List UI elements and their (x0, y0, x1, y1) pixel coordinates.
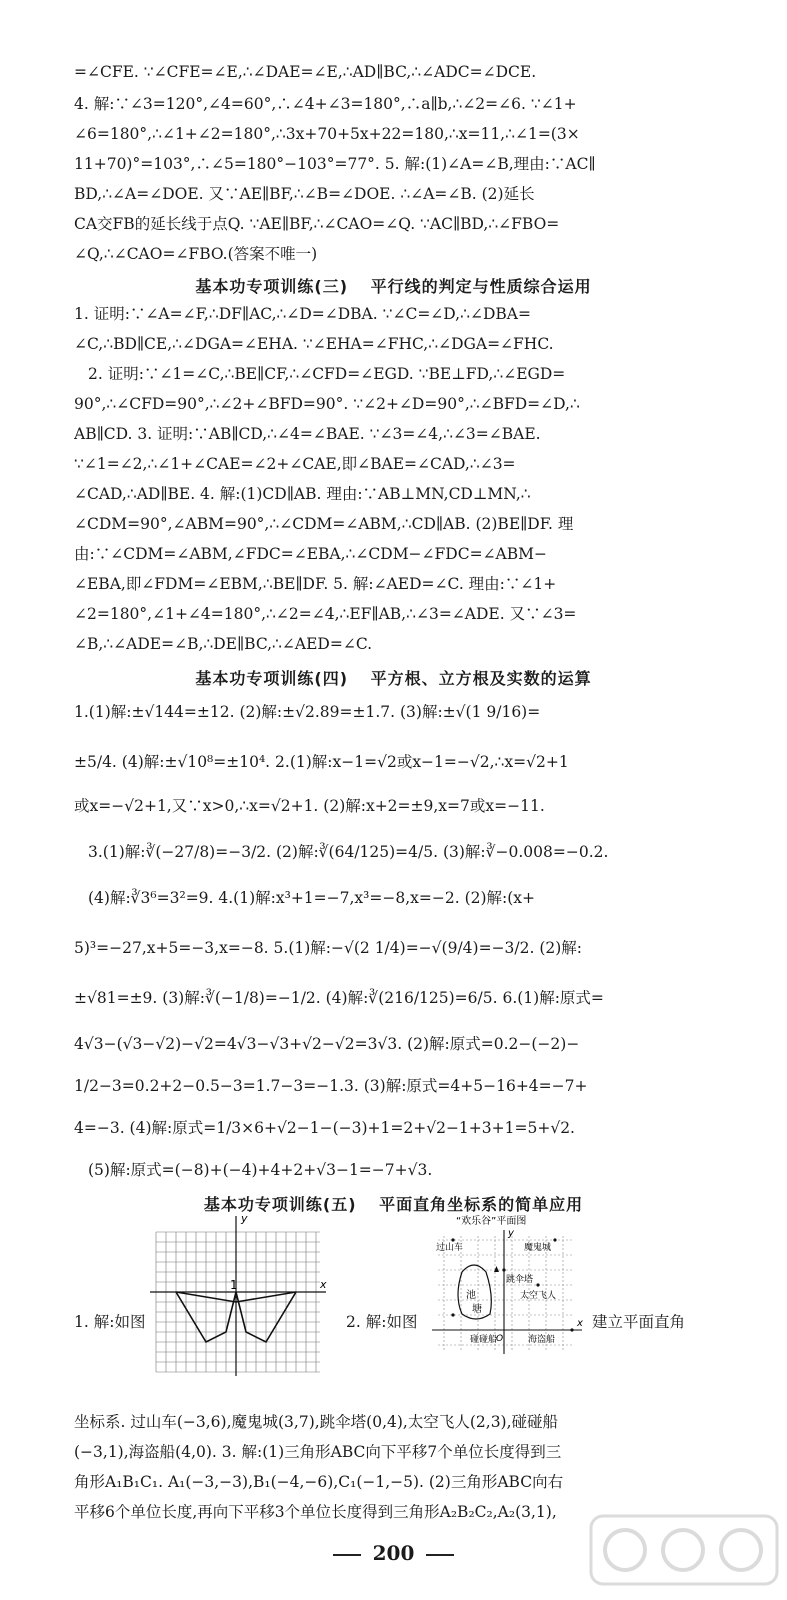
text-line: 角形A₁B₁C₁. A₁(−3,−3),B₁(−4,−6),C₁(−1,−5). (2)三角形ABC向右 (74, 1473, 564, 1491)
text-line: ∠2=180°,∠1+∠4=180°,∴∠2=∠4,∴EF∥AB,∴∠3=∠ADE. 又∵∠3= (74, 605, 577, 623)
q2-place-label: 海盗船 (528, 1335, 556, 1345)
text-line: 11+70)°=103°,∴∠5=180°−103°=77°. 5. 解:(1)∠A=∠B,理由:∵AC∥ (74, 155, 596, 173)
section-5-heading (0, 1192, 787, 1215)
q2-place-label: 池 (466, 1290, 476, 1301)
text-line: BD,∴∠A=∠DOE. 又∵AE∥BF,∴∠B=∠DOE. ∴∠A=∠B. (2)延长 (74, 185, 535, 203)
q2-axis-y-label: y (508, 1228, 514, 1239)
section-3-heading (0, 274, 787, 297)
q2-point (451, 1313, 454, 1316)
section-5-title-left: 基本功专项训练(五) (203, 1195, 357, 1214)
q2-map-title: “欢乐谷”平面图 (456, 1216, 527, 1227)
text-line: AB∥CD. 3. 证明:∵AB∥CD,∴∠4=∠BAE. ∵∠3=∠4,∴∠3=∠BAE. (74, 425, 541, 443)
text-line: ∠CAD,∴AD∥BE. 4. 解:(1)CD∥AB. 理由:∵AB⊥MN,CD⊥MN,∴ (74, 485, 531, 503)
section-3-title-right: 平行线的判定与性质综合运用 (370, 277, 592, 296)
q1-axis-x-label: x (320, 1278, 327, 1291)
text-line: 5)³=−27,x+5=−3,x=−8. 5.(1)解:−√(2 1/4)=−√(9/4)=−3/2. (2)解: (74, 939, 583, 957)
q2-map (424, 1210, 586, 1356)
q2-label: 2. 解:如图 (346, 1313, 418, 1331)
text-line: ±5/4. (4)解:±√10⁸=±10⁴. 2.(1)解:x−1=√2或x−1=−√2,∴x=√2+1 (74, 753, 569, 771)
q2-place-label: 太空飞人 (520, 1291, 557, 1301)
text-line: 平移6个单位长度,再向下平移3个单位长度得到三角形A₂B₂C₂,A₂(3,1), (74, 1503, 557, 1521)
section-5-title-right: 平面直角坐标系的简单应用 (379, 1195, 584, 1214)
text-line: 坐标系. 过山车(−3,6),魔鬼城(3,7),跳伞塔(0,4),太空飞人(2,3),碰碰船 (74, 1413, 559, 1431)
page-number: 200 (0, 1541, 787, 1565)
q1-graph (150, 1212, 330, 1380)
q2-point (451, 1238, 454, 1241)
q2-place-label: 魔鬼城 (524, 1243, 552, 1253)
text-line: (5)解:原式=(−8)+(−4)+4+2+√3−1=−7+√3. (88, 1161, 433, 1179)
text-line: ∠6=180°,∴∠1+∠2=180°,∴3x+70+5x+22=180,∴x=11,∴∠1=(3× (74, 125, 580, 143)
text-line: =∠CFE. ∵∠CFE=∠E,∴∠DAE=∠E,∴AD∥BC,∴∠ADC=∠DCE. (74, 63, 537, 81)
text-line: 1.(1)解:±√144=±12. (2)解:±√2.89=±1.7. (3)解:±√(1 9/16)= (74, 703, 541, 721)
q1-tick-label: 1 (230, 1278, 238, 1292)
q2-place-label: 碰碰船 (470, 1335, 498, 1345)
q2-place-label: 塘 (472, 1304, 482, 1315)
text-line: 由:∵∠CDM=∠ABM,∠FDC=∠EBA,∴∠CDM−∠FDC=∠ABM− (74, 545, 547, 563)
q1-label: 1. 解:如图 (74, 1313, 146, 1331)
text-line: ∠Q,∴∠CAO=∠FBO.(答案不唯一) (74, 245, 318, 263)
q2-point (570, 1328, 573, 1331)
text-line: (−3,1),海盗船(4,0). 3. 解:(1)三角形ABC向下平移7个单位长度得到三 (74, 1443, 562, 1461)
q2-tail: 建立平面直角 (592, 1313, 686, 1331)
text-line: 4√3−(√3−√2)−√2=4√3−√3+√2−√2=3√3. (2)解:原式=0.2−(−2)− (74, 1035, 580, 1053)
text-line: ∠CDM=90°,∠ABM=90°,∴∠CDM=∠ABM,∴CD∥AB. (2)BE∥DF. 理 (74, 515, 574, 533)
section-4-heading (0, 666, 787, 689)
text-line: 或x=−√2+1,又∵x>0,∴x=√2+1. (2)解:x+2=±9,x=7或x=−11. (74, 797, 545, 815)
text-line: ±√81=±9. (3)解:∛(−1/8)=−1/2. (4)解:∛(216/125)=6/5. 6.(1)解:原式= (74, 989, 604, 1007)
q2-place-label: 跳伞塔 (506, 1275, 534, 1285)
text-line: 1. 证明:∵∠A=∠F,∴DF∥AC,∴∠D=∠DBA. ∵∠C=∠D,∴∠DBA= (74, 305, 531, 323)
text-line: ∵∠1=∠2,∴∠1+∠CAE=∠2+∠CAE,即∠BAE=∠CAD,∴∠3= (74, 455, 516, 473)
text-line: 90°,∴∠CFD=90°,∴∠2+∠BFD=90°. ∵∠2+∠D=90°,∴∠BFD=∠D,∴ (74, 395, 580, 413)
section-3-title-left: 基本功专项训练(三) (195, 277, 349, 296)
text-line: 2. 证明:∵∠1=∠C,∴BE∥CF,∴∠CFD=∠EGD. ∵BE⊥FD,∴∠EGD= (88, 365, 566, 383)
text-line: 1/2−3=0.2+2−0.5−3=1.7−3=−1.3. (3)解:原式=4+5−16+4=−7+ (74, 1077, 588, 1095)
q2-axis-x-label: x (577, 1318, 583, 1329)
q2-point (553, 1238, 556, 1241)
watermark-logo-icon (589, 1514, 779, 1586)
section-4-title-right: 平方根、立方根及实数的运算 (370, 669, 592, 688)
text-line: (4)解:∛3⁶=3²=9. 4.(1)解:x³+1=−7,x³=−8,x=−2. (2)解:(x+ (88, 889, 536, 907)
text-line: CA交FB的延长线于点Q. ∵AE∥BF,∴∠CAO=∠Q. ∵AC∥BD,∴∠FBO= (74, 215, 560, 233)
text-line: 3.(1)解:∛(−27/8)=−3/2. (2)解:∛(64/125)=4/5. (3)解:∛−0.008=−0.2. (88, 843, 609, 861)
q2-origin-label: O (496, 1334, 504, 1344)
text-line: 4. 解:∵∠3=120°,∠4=60°,∴∠4+∠3=180°,∴a∥b,∴∠2=∠6. ∵∠1+ (74, 95, 577, 113)
text-line: ∠EBA,即∠FDM=∠EBM,∴BE∥DF. 5. 解:∠AED=∠C. 理由:∵∠1+ (74, 575, 557, 593)
q2-place-label: 过山车 (436, 1243, 464, 1253)
text-line: ∠B,∴∠ADE=∠B,∴DE∥BC,∴∠AED=∠C. (74, 635, 373, 653)
text-line: ∠C,∴BD∥CE,∴∠DGA=∠EHA. ∵∠EHA=∠FHC,∴∠DGA=∠FHC. (74, 335, 554, 353)
section-4-title-left: 基本功专项训练(四) (195, 669, 349, 688)
q1-axis-y-label: y (241, 1212, 248, 1225)
text-line: 4=−3. (4)解:原式=1/3×6+√2−1−(−3)+1=2+√2−1+3+1=5+√2. (74, 1119, 575, 1137)
q2-point (502, 1268, 505, 1271)
q2-point (536, 1283, 539, 1286)
